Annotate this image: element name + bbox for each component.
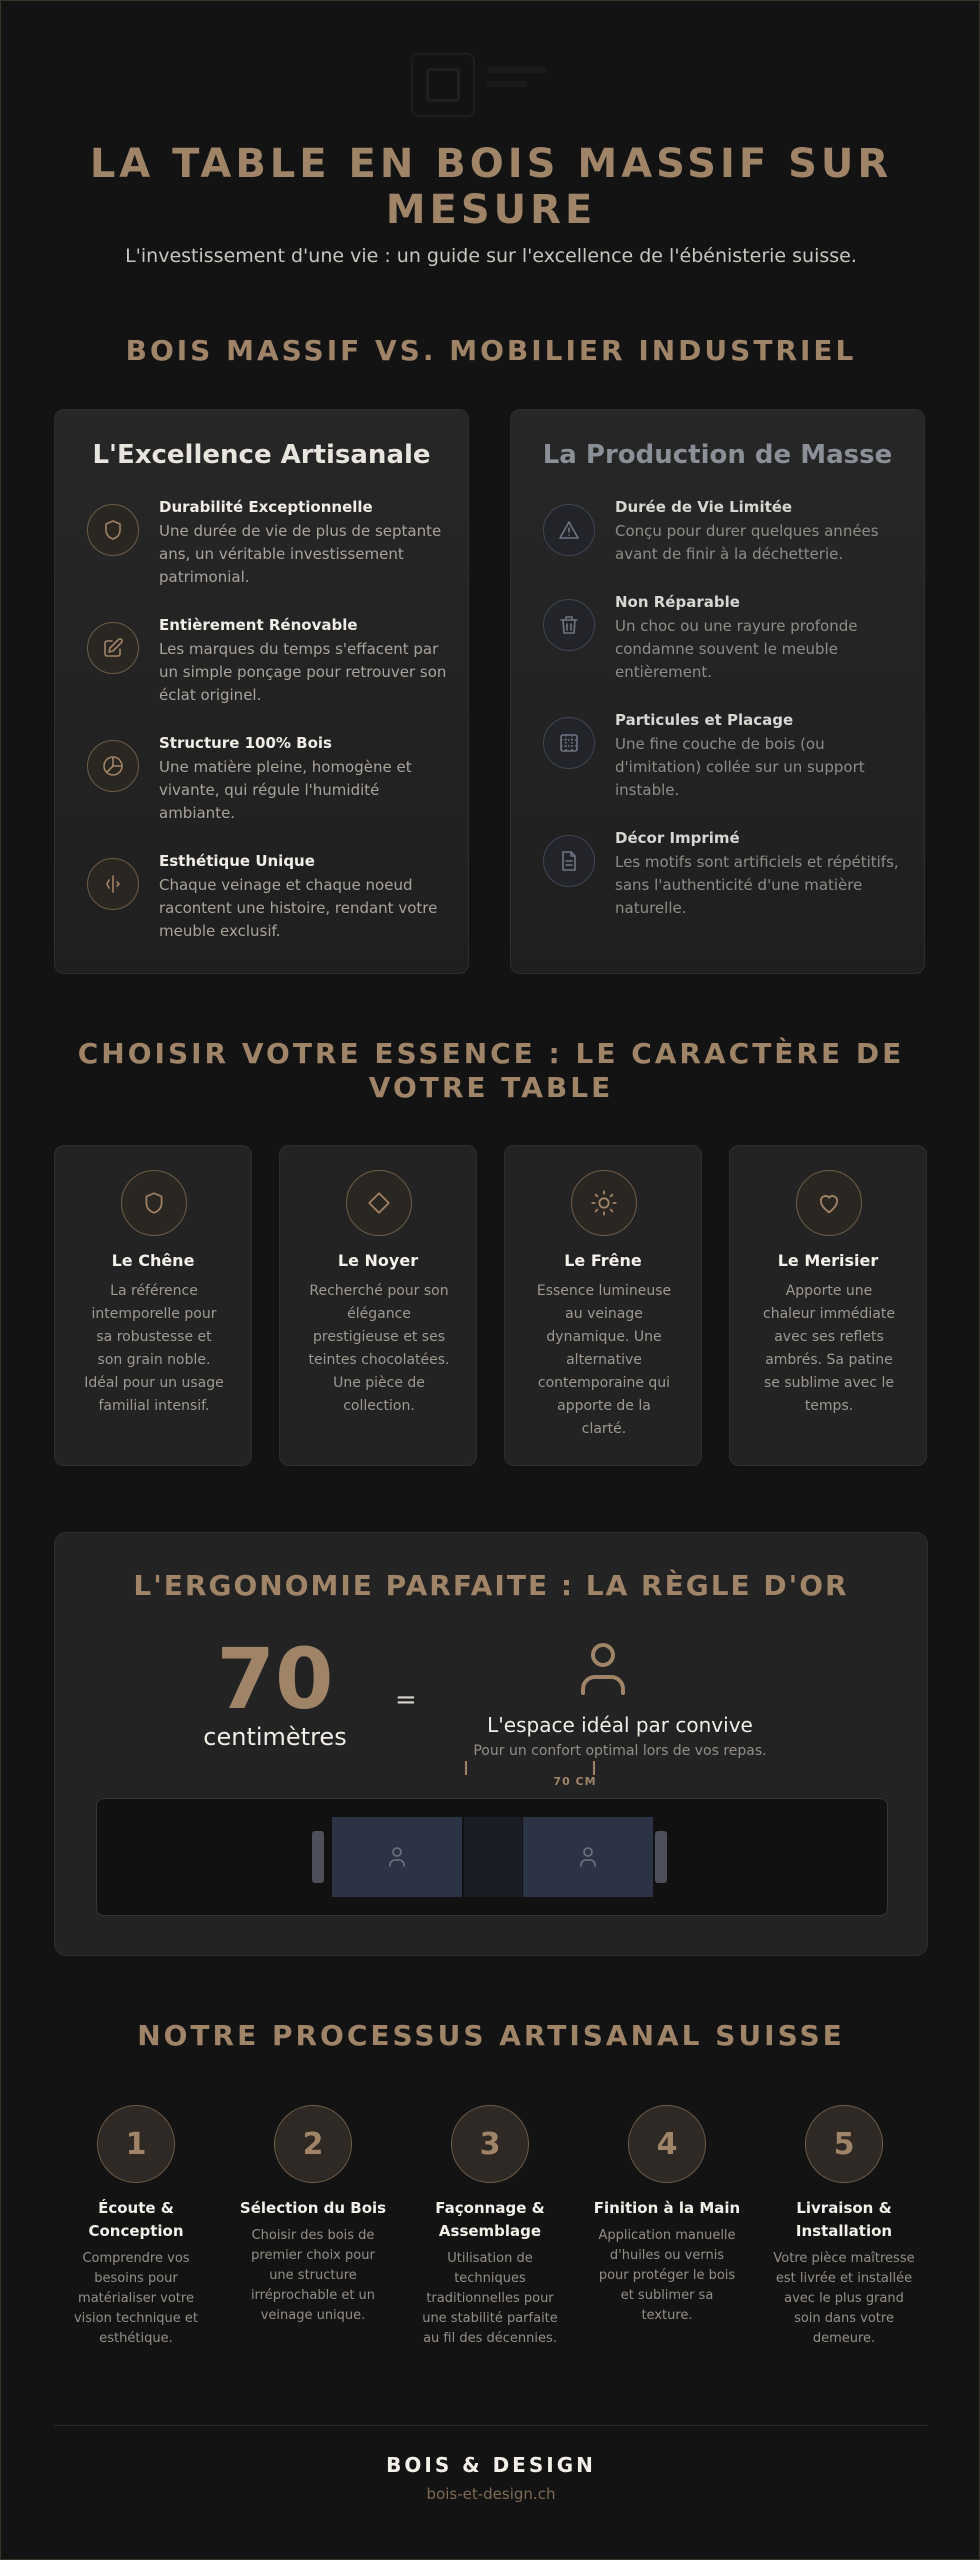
- essence-desc: Essence lumineuse au veinage dynamique. Une alternative contemporaine qui apporte de la clarté.: [536, 1283, 672, 1437]
- seat-right: [523, 1817, 653, 1897]
- shield-icon: [121, 1170, 187, 1236]
- essence-desc: La référence intemporelle pour sa robustesse et son grain noble. Idéal pour un usage familial intensif.: [84, 1283, 224, 1414]
- diamond-icon: [346, 1170, 412, 1236]
- essence-card-merisier: [729, 1145, 927, 1466]
- essence-name: Le Noyer: [337, 1251, 419, 1270]
- artisanal-item-title: Entièrement Rénovable: [159, 616, 358, 634]
- essences-title: CHOISIR VOTRE ESSENCE : LE CARACTÈRE DE VOTRE TABLE: [77, 1037, 905, 1104]
- artisanal-item-desc: Les marques du temps s'effacent par un simple ponçage pour retrouver son éclat originel.: [159, 640, 447, 704]
- sun-icon: [571, 1170, 637, 1236]
- grid-icon: [543, 717, 595, 769]
- ergonomics-sub: Pour un confort optimal lors de vos repas.: [473, 1743, 767, 1759]
- person-icon: [577, 1641, 629, 1697]
- equals-sign: =: [395, 1685, 417, 1715]
- pie-chart-icon: [87, 740, 139, 792]
- brand-logo-wordmark: [487, 67, 547, 95]
- step-number: 5: [805, 2105, 883, 2183]
- artisanal-item-title: Structure 100% Bois: [159, 734, 332, 752]
- measure-tick-left: [465, 1761, 467, 1775]
- measure-label: 70 CM: [553, 1775, 597, 1788]
- shield-icon: [87, 504, 139, 556]
- essence-desc: Recherché pour son élégance prestigieuse et ses teintes chocolatées. Une pièce de collection.: [308, 1283, 450, 1414]
- footer-brand: BOIS & DESIGN: [386, 2453, 596, 2477]
- process-step: [238, 2105, 388, 2326]
- process-step: [592, 2105, 742, 2326]
- step-title: Livraison & Installation: [795, 2199, 893, 2240]
- essence-desc: Apporte une chaleur immédiate avec ses reflets ambrés. Sa patine se sublime avec le temps.: [763, 1283, 895, 1414]
- trash-icon: [543, 599, 595, 651]
- process-step: [415, 2105, 565, 2349]
- step-title: Façonnage & Assemblage: [435, 2199, 545, 2240]
- artisanal-item-desc: Une durée de vie de plus de septante ans, un véritable investissement patrimonial.: [159, 522, 442, 586]
- grain-icon: [87, 858, 139, 910]
- process-step: [769, 2105, 919, 2349]
- step-title: Finition à la Main: [593, 2199, 741, 2217]
- step-desc: Choisir des bois de premier choix pour une structure irréprochable et un veinage unique.: [250, 2228, 376, 2323]
- warning-icon: [543, 504, 595, 556]
- document-icon: [543, 835, 595, 887]
- ergonomics-title: L'ERGONOMIE PARFAITE : LA RÈGLE D'OR: [133, 1569, 849, 1602]
- industrial-item-desc: Un choc ou une rayure profonde condamne souvent le meuble entièrement.: [615, 617, 858, 681]
- footer-divider: [54, 2425, 928, 2426]
- step-desc: Application manuelle d'huiles ou vernis pour protéger le bois et sublimer sa texture.: [598, 2228, 736, 2323]
- industrial-heading: La Production de Masse: [542, 440, 893, 470]
- artisanal-heading: L'Excellence Artisanale: [92, 440, 431, 470]
- table-gap: [464, 1817, 522, 1897]
- person-icon: [578, 1846, 598, 1868]
- ergonomics-label: L'espace idéal par convive: [487, 1713, 753, 1737]
- table-diagram: [96, 1798, 888, 1916]
- step-number: 2: [274, 2105, 352, 2183]
- step-desc: Comprendre vos besoins pour matérialiser votre vision technique et esthétique.: [73, 2251, 199, 2346]
- step-desc: Utilisation de techniques traditionnelles pour une stabilité parfaite au fil des décennies.: [422, 2251, 558, 2346]
- brand-logo-icon: [411, 53, 475, 117]
- artisanal-card: [54, 409, 469, 974]
- seat-left: [332, 1817, 462, 1897]
- step-title: Écoute & Conception: [88, 2199, 184, 2240]
- industrial-item-desc: Conçu pour durer quelques années avant de finir à la déchetterie.: [615, 522, 879, 563]
- essence-card-chene: [54, 1145, 252, 1466]
- essence-card-frene: [504, 1145, 702, 1466]
- ergonomics-card: [54, 1532, 928, 1956]
- industrial-item-desc: Les motifs sont artificiels et répétitifs, sans l'authenticité d'une matière naturelle.: [615, 853, 899, 917]
- industrial-item-desc: Une fine couche de bois (ou d'imitation) collée sur un support instable.: [615, 735, 865, 799]
- step-desc: Votre pièce maîtresse est livrée et installée avec le plus grand soin dans votre demeure.: [773, 2251, 915, 2346]
- ergonomics-number: 70: [216, 1630, 334, 1728]
- process-step: [61, 2105, 211, 2349]
- industrial-item-title: Non Réparable: [615, 593, 740, 611]
- artisanal-item-title: Durabilité Exceptionnelle: [159, 498, 373, 516]
- industrial-item-title: Décor Imprimé: [615, 829, 740, 847]
- heart-icon: [796, 1170, 862, 1236]
- process-title: NOTRE PROCESSUS ARTISANAL SUISSE: [137, 2019, 845, 2052]
- step-number: 3: [451, 2105, 529, 2183]
- footer-link[interactable]: bois-et-design.ch: [426, 2485, 556, 2503]
- essence-name: Le Merisier: [777, 1251, 879, 1270]
- chair-back-right: [655, 1831, 667, 1883]
- hero-title: LA TABLE EN BOIS MASSIF SUR MESURE: [89, 141, 893, 233]
- artisanal-item-desc: Une matière pleine, homogène et vivante, qui régule l'humidité ambiante.: [159, 758, 412, 822]
- artisanal-item-desc: Chaque veinage et chaque noeud racontent une histoire, rendant votre meuble exclusif.: [159, 876, 438, 940]
- artisanal-item-title: Esthétique Unique: [159, 852, 315, 870]
- essence-card-noyer: [279, 1145, 477, 1466]
- comparison-title: BOIS MASSIF VS. MOBILIER INDUSTRIEL: [125, 334, 857, 367]
- step-title: Sélection du Bois: [239, 2199, 387, 2217]
- industrial-card: [510, 409, 925, 974]
- measure-tick-right: [593, 1761, 595, 1775]
- hero-subtitle: L'investissement d'une vie : un guide sur l'excellence de l'ébénisterie suisse.: [125, 245, 857, 267]
- ergonomics-unit: centimètres: [203, 1723, 347, 1751]
- essence-name: Le Frêne: [564, 1251, 642, 1270]
- chair-back-left: [312, 1831, 324, 1883]
- essence-name: Le Chêne: [111, 1251, 195, 1270]
- person-icon: [387, 1846, 407, 1868]
- step-number: 4: [628, 2105, 706, 2183]
- industrial-item-title: Durée de Vie Limitée: [615, 498, 793, 516]
- industrial-item-title: Particules et Placage: [615, 711, 794, 729]
- step-number: 1: [97, 2105, 175, 2183]
- edit-icon: [87, 622, 139, 674]
